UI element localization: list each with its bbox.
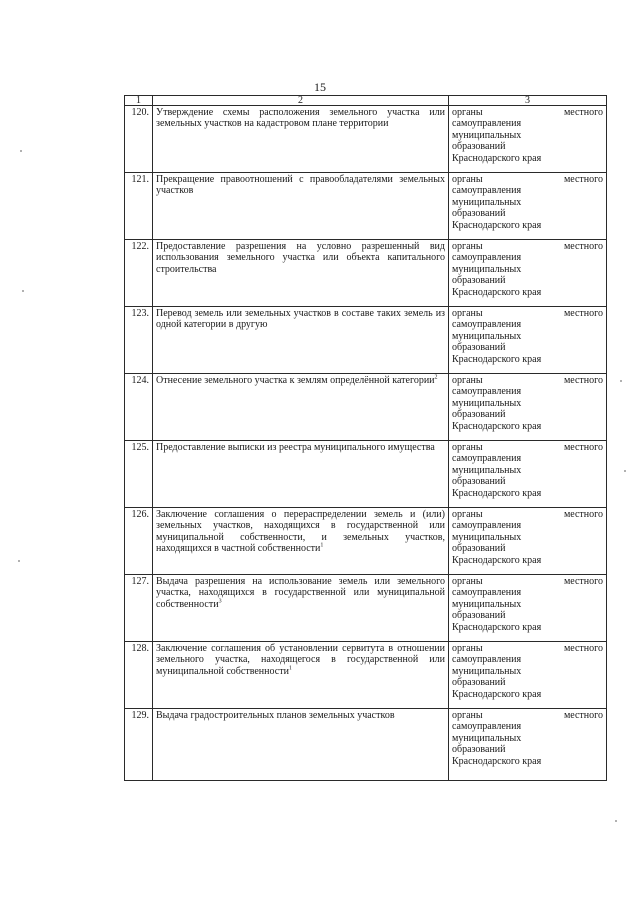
footnote-marker: 2 bbox=[434, 374, 438, 381]
authority-line: самоуправления bbox=[452, 654, 522, 666]
responsible-authority bbox=[449, 106, 607, 173]
authority-line: муниципальных bbox=[452, 196, 522, 208]
service-description-text: Утверждение схемы расположения земельного участка или земельных участков на кадастровом плане территории bbox=[156, 107, 445, 130]
service-description bbox=[153, 240, 449, 307]
responsible-authority bbox=[449, 173, 607, 240]
services-table bbox=[124, 95, 607, 781]
authority-line: самоуправления bbox=[452, 721, 522, 733]
authority-line: Краснодарского края bbox=[452, 219, 542, 231]
authority-line: Краснодарского края bbox=[452, 420, 542, 432]
row-number: 129. bbox=[125, 709, 153, 781]
authority-word: органы bbox=[452, 107, 483, 118]
authority-line: самоуправления bbox=[452, 252, 522, 264]
scan-speck bbox=[624, 470, 626, 472]
authority-first-line bbox=[452, 710, 603, 721]
row-number: 124. bbox=[125, 374, 153, 441]
table-row bbox=[125, 307, 607, 374]
service-description bbox=[153, 106, 449, 173]
service-description bbox=[153, 508, 449, 575]
scan-speck bbox=[615, 820, 617, 822]
authority-word: местного bbox=[563, 174, 603, 185]
authority-line: муниципальных bbox=[452, 732, 522, 744]
authority-word: органы bbox=[452, 308, 483, 319]
table-row bbox=[125, 441, 607, 508]
authority-word: местного bbox=[563, 710, 603, 721]
authority-line: самоуправления bbox=[452, 587, 522, 599]
authority-word: органы bbox=[452, 375, 483, 386]
authority-line: Краснодарского края bbox=[452, 353, 542, 365]
authority-line: образований bbox=[452, 409, 506, 421]
service-description bbox=[153, 441, 449, 508]
row-number: 125. bbox=[125, 441, 153, 508]
table-row bbox=[125, 709, 607, 781]
row-number: 127. bbox=[125, 575, 153, 642]
table-row bbox=[125, 508, 607, 575]
table-row bbox=[125, 173, 607, 240]
authority-line: Краснодарского края bbox=[452, 487, 542, 499]
row-number: 128. bbox=[125, 642, 153, 709]
responsible-authority bbox=[449, 709, 607, 781]
responsible-authority bbox=[449, 575, 607, 642]
table-row bbox=[125, 374, 607, 441]
table-row bbox=[125, 642, 607, 709]
authority-line: образований bbox=[452, 342, 506, 354]
authority-line: Краснодарского края bbox=[452, 554, 542, 566]
authority-line: самоуправления bbox=[452, 520, 522, 532]
table-row bbox=[125, 106, 607, 173]
authority-word: органы bbox=[452, 174, 483, 185]
authority-word: органы bbox=[452, 710, 483, 721]
authority-word: органы bbox=[452, 576, 483, 587]
responsible-authority bbox=[449, 240, 607, 307]
header-col-1: 1 bbox=[125, 96, 153, 106]
service-description-text: Предоставление выписки из реестра муниципального имущества bbox=[156, 442, 435, 453]
authority-line: Краснодарского края bbox=[452, 152, 542, 164]
authority-word: местного bbox=[563, 442, 603, 453]
authority-line: самоуправления bbox=[452, 118, 522, 130]
authority-line: образований bbox=[452, 744, 506, 756]
header-col-2: 2 bbox=[153, 96, 449, 106]
authority-first-line bbox=[452, 107, 603, 118]
responsible-authority bbox=[449, 374, 607, 441]
authority-first-line bbox=[452, 241, 603, 252]
authority-line: Краснодарского края bbox=[452, 621, 542, 633]
authority-word: органы bbox=[452, 241, 483, 252]
authority-line: муниципальных bbox=[452, 531, 522, 543]
scan-speck bbox=[22, 290, 24, 292]
service-description bbox=[153, 374, 449, 441]
authority-word: местного bbox=[563, 576, 603, 587]
service-description bbox=[153, 307, 449, 374]
row-number: 122. bbox=[125, 240, 153, 307]
authority-word: местного bbox=[563, 509, 603, 520]
authority-word: органы bbox=[452, 509, 483, 520]
authority-line: образований bbox=[452, 275, 506, 287]
service-description-text: Прекращение правоотношений с правообладателями земельных участков bbox=[156, 174, 445, 197]
responsible-authority bbox=[449, 441, 607, 508]
authority-line: самоуправления bbox=[452, 319, 522, 331]
authority-line: муниципальных bbox=[452, 665, 522, 677]
row-number: 121. bbox=[125, 173, 153, 240]
service-description-text: Отнесение земельного участка к землям определённой категории bbox=[156, 375, 435, 386]
table-row bbox=[125, 575, 607, 642]
authority-line: Краснодарского края bbox=[452, 755, 542, 767]
authority-line: образований bbox=[452, 610, 506, 622]
service-description bbox=[153, 173, 449, 240]
service-description-text: Выдача разрешения на использование земель или земельного участка, находящихся в государственной или муниципальной собственности bbox=[156, 576, 445, 610]
authority-line: муниципальных bbox=[452, 464, 522, 476]
service-description-text: Предоставление разрешения на условно разрешенный вид использования земельного участка или объекта капитального строительства bbox=[156, 241, 445, 275]
authority-word: местного bbox=[563, 241, 603, 252]
authority-line: образований bbox=[452, 141, 506, 153]
service-description bbox=[153, 709, 449, 781]
authority-line: образований bbox=[452, 208, 506, 220]
responsible-authority bbox=[449, 508, 607, 575]
scan-speck bbox=[20, 150, 22, 152]
row-number: 126. bbox=[125, 508, 153, 575]
authority-line: образований bbox=[452, 476, 506, 488]
header-col-3: 3 bbox=[449, 96, 607, 106]
authority-line: муниципальных bbox=[452, 129, 522, 141]
authority-line: муниципальных bbox=[452, 263, 522, 275]
authority-first-line bbox=[452, 174, 603, 185]
authority-word: органы bbox=[452, 643, 483, 654]
row-number: 123. bbox=[125, 307, 153, 374]
authority-line: образований bbox=[452, 543, 506, 555]
authority-word: органы bbox=[452, 442, 483, 453]
table-body bbox=[125, 106, 607, 781]
authority-word: местного bbox=[563, 375, 603, 386]
authority-line: Краснодарского края bbox=[452, 286, 542, 298]
scan-speck bbox=[18, 560, 20, 562]
authority-line: самоуправления bbox=[452, 386, 522, 398]
authority-first-line bbox=[452, 308, 603, 319]
footnote-marker: 3 bbox=[218, 598, 222, 605]
authority-word: местного bbox=[563, 308, 603, 319]
authority-word: местного bbox=[563, 643, 603, 654]
authority-line: муниципальных bbox=[452, 330, 522, 342]
service-description-text: Заключение соглашения об установлении сервитута в отношении земельного участка, находящегося в государственной или муниципальной собственности bbox=[156, 643, 445, 677]
authority-first-line bbox=[452, 509, 603, 520]
footnote-marker: 1 bbox=[288, 665, 292, 672]
authority-line: муниципальных bbox=[452, 598, 522, 610]
page-number: 15 bbox=[314, 80, 326, 94]
service-description bbox=[153, 575, 449, 642]
row-number: 120. bbox=[125, 106, 153, 173]
authority-first-line bbox=[452, 375, 603, 386]
responsible-authority bbox=[449, 307, 607, 374]
authority-line: Краснодарского края bbox=[452, 688, 542, 700]
authority-line: самоуправления bbox=[452, 453, 522, 465]
authority-line: муниципальных bbox=[452, 397, 522, 409]
footnote-marker: 1 bbox=[320, 542, 324, 549]
service-description-text: Выдача градостроительных планов земельных участков bbox=[156, 710, 395, 721]
authority-first-line bbox=[452, 442, 603, 453]
service-description bbox=[153, 642, 449, 709]
authority-first-line bbox=[452, 576, 603, 587]
authority-first-line bbox=[452, 643, 603, 654]
responsible-authority bbox=[449, 642, 607, 709]
service-description-text: Заключение соглашения о перераспределении земель и (или) земельных участков, находящихся в государственной или муниципальной собственности, и земельных участков, находящихся в частной собственности bbox=[156, 509, 445, 555]
authority-line: образований bbox=[452, 677, 506, 689]
authority-line: самоуправления bbox=[452, 185, 522, 197]
service-description-text: Перевод земель или земельных участков в составе таких земель из одной категории в другую bbox=[156, 308, 445, 331]
scan-speck bbox=[620, 380, 622, 382]
authority-word: местного bbox=[563, 107, 603, 118]
table-header-row bbox=[125, 96, 607, 106]
table-row bbox=[125, 240, 607, 307]
